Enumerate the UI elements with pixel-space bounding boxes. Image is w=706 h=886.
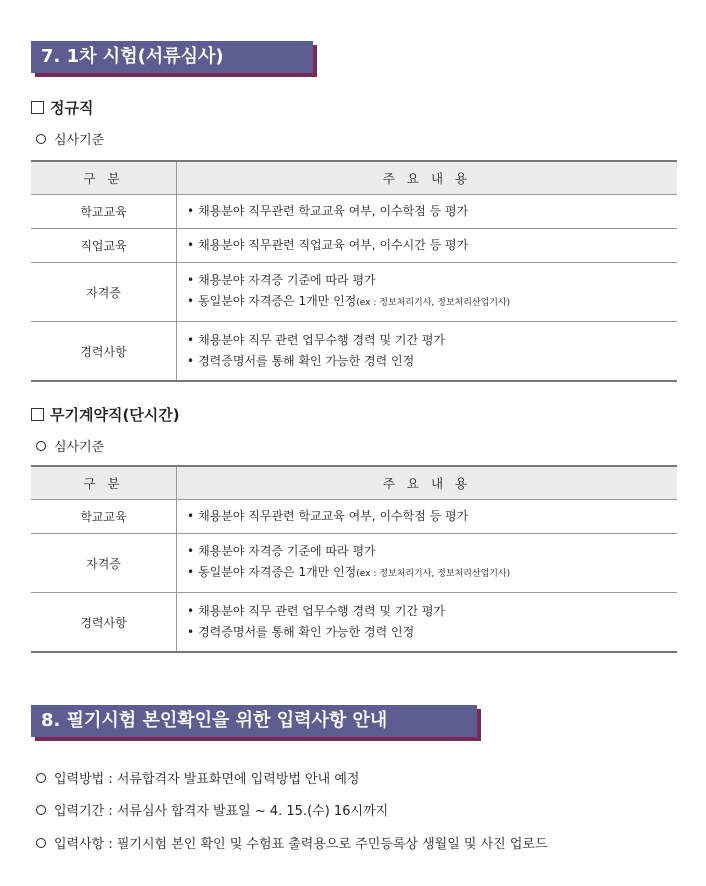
row-category: 학교교육 xyxy=(31,195,177,229)
row-content xyxy=(177,534,678,593)
header-category: 구 분 xyxy=(31,466,177,500)
table-row xyxy=(31,593,677,653)
row-category: 학교교육 xyxy=(31,500,177,534)
content-item xyxy=(187,235,676,256)
content-item-text: 동일분야 자격증은 1개만 인정 xyxy=(198,565,357,579)
table-row xyxy=(31,534,677,593)
indefinite-heading: 무기계약직(단시간) xyxy=(31,404,180,425)
dot-bullet-icon: • xyxy=(187,273,195,287)
table-row xyxy=(31,500,677,534)
row-category: 경력사항 xyxy=(31,322,177,382)
circle-bullet-icon xyxy=(36,805,46,815)
header-category: 구 분 xyxy=(31,161,177,195)
row-content xyxy=(177,500,678,534)
dot-bullet-icon: • xyxy=(187,565,195,579)
indefinite-criteria-table xyxy=(31,465,677,653)
row-category: 자격증 xyxy=(31,263,177,322)
content-item xyxy=(187,601,676,622)
row-content xyxy=(177,229,678,263)
row-category: 직업교육 xyxy=(31,229,177,263)
dot-bullet-icon: • xyxy=(187,333,195,347)
content-item xyxy=(187,541,676,562)
content-item xyxy=(187,506,676,527)
row-content xyxy=(177,593,678,653)
content-item xyxy=(187,562,676,585)
dot-bullet-icon: • xyxy=(187,294,195,308)
section-7-title xyxy=(31,41,313,73)
content-item-text: 경력증명서를 통해 확인 가능한 경력 인정 xyxy=(198,354,415,368)
regular-heading: 정규직 xyxy=(31,97,93,118)
section-8-title xyxy=(31,705,477,737)
row-category: 경력사항 xyxy=(31,593,177,653)
content-item xyxy=(187,330,676,351)
dot-bullet-icon: • xyxy=(187,238,195,252)
content-item-text: 채용분야 직무 관련 업무수행 경력 및 기간 평가 xyxy=(198,333,446,347)
row-content xyxy=(177,322,678,382)
content-item xyxy=(187,291,676,314)
table-row xyxy=(31,195,677,229)
content-item xyxy=(187,622,676,643)
row-content xyxy=(177,263,678,322)
content-item xyxy=(187,270,676,291)
input-items-line: 입력사항 : 필기시험 본인 확인 및 수험표 출력용으로 주민등록상 생월일 및 사진 업로드 xyxy=(36,833,548,852)
content-item-note: (ex : 정보처리기사, 정보처리산업기사) xyxy=(356,569,511,579)
circle-bullet-icon xyxy=(36,441,46,451)
indefinite-criteria-label: 심사기준 xyxy=(36,436,104,455)
content-item-text: 채용분야 직무관련 학교교육 여부, 이수학점 등 평가 xyxy=(198,204,469,218)
regular-criteria-label: 심사기준 xyxy=(36,129,104,148)
table-row xyxy=(31,322,677,382)
regular-criteria-table xyxy=(31,160,677,382)
table-row xyxy=(31,263,677,322)
section-7-title-text: 7. 1차 시험(서류심사) xyxy=(31,41,313,73)
input-period-line: 입력기간 : 서류심사 합격자 발표일 ~ 4. 15.(수) 16시까지 xyxy=(36,800,388,819)
header-content: 주 요 내 용 xyxy=(177,466,678,500)
content-item-text: 채용분야 자격증 기준에 따라 평가 xyxy=(198,273,376,287)
header-content: 주 요 내 용 xyxy=(177,161,678,195)
row-content xyxy=(177,195,678,229)
square-bullet-icon xyxy=(31,408,44,421)
circle-bullet-icon xyxy=(36,773,46,783)
circle-bullet-icon xyxy=(36,134,46,144)
dot-bullet-icon: • xyxy=(187,509,195,523)
dot-bullet-icon: • xyxy=(187,604,195,618)
dot-bullet-icon: • xyxy=(187,625,195,639)
dot-bullet-icon: • xyxy=(187,544,195,558)
content-item-text: 경력증명서를 통해 확인 가능한 경력 인정 xyxy=(198,625,415,639)
row-category: 자격증 xyxy=(31,534,177,593)
input-method-line: 입력방법 : 서류합격자 발표화면에 입력방법 안내 예정 xyxy=(36,768,359,787)
content-item-text: 채용분야 자격증 기준에 따라 평가 xyxy=(198,544,376,558)
content-item-text: 채용분야 직무관련 학교교육 여부, 이수학점 등 평가 xyxy=(198,509,469,523)
dot-bullet-icon: • xyxy=(187,354,195,368)
content-item xyxy=(187,201,676,222)
dot-bullet-icon: • xyxy=(187,204,195,218)
table-row xyxy=(31,229,677,263)
section-8-title-text: 8. 필기시험 본인확인을 위한 입력사항 안내 xyxy=(31,705,477,737)
content-item-text: 채용분야 직무 관련 업무수행 경력 및 기간 평가 xyxy=(198,604,446,618)
square-bullet-icon xyxy=(31,101,44,114)
content-item-text: 채용분야 직무관련 직업교육 여부, 이수시간 등 평가 xyxy=(198,238,469,252)
circle-bullet-icon xyxy=(36,838,46,848)
content-item-note: (ex : 정보처리기사, 정보처리산업기사) xyxy=(356,298,511,308)
content-item-text: 동일분야 자격증은 1개만 인정 xyxy=(198,294,357,308)
content-item xyxy=(187,351,676,372)
